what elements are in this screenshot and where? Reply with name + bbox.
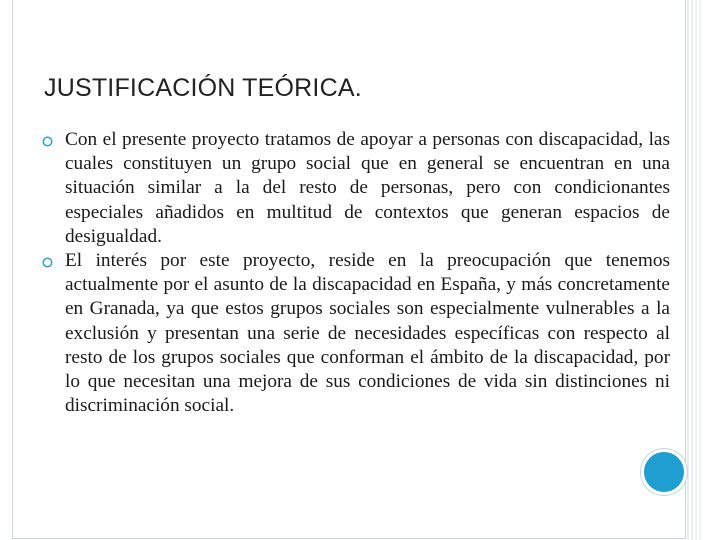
hollow-circle-icon (42, 257, 53, 268)
hollow-circle-icon (42, 136, 53, 147)
bullet-item (42, 249, 670, 418)
slide-title: JUSTIFICACIÓN TEÓRICA. (44, 74, 362, 102)
bullet-text: El interés por este proyecto, reside en la preocupación que tenemos actualmente por el asunto de la discapacidad en España, y más concretamente en Granada, ya que estos grupos sociales son especialmente vulnerables a la exclusión y presentan una serie de necesidades específicas con respecto al resto de los grupos sociales que conforman el ámbito de la discapacidad, por lo que necesitan una mejora de sus condiciones de vida sin distinciones ni discriminación social. (65, 250, 670, 417)
decorative-circle (641, 449, 687, 495)
bullet-text: Con el presente proyecto tratamos de apoyar a personas con discapacidad, las cuales constituyen un grupo social que en general se encuentran en una situación similar a la del resto de personas, pero con condicionantes especiales añadidos en multitud de contextos que generan espacios de desigualdad. (65, 129, 670, 247)
decorative-vertical-lines (686, 0, 720, 540)
bullet-list (42, 128, 670, 418)
bullet-item (42, 128, 670, 249)
